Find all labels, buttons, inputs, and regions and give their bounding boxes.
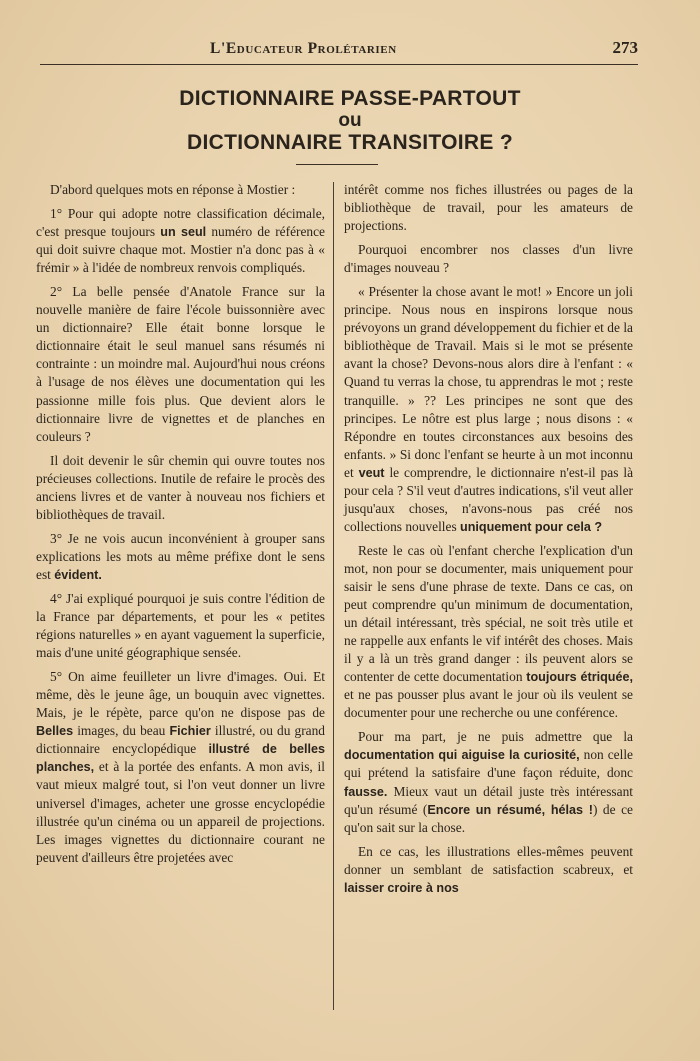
bold-text: veut — [358, 465, 385, 480]
bold-text: fausse. — [344, 784, 388, 799]
paragraph-text: Reste le cas où l'enfant cherche l'explication d'un mot, non pour se documenter, mais uniquement pour saisir le sens d'une phrase de texte. Dans ce cas, on peut comprendre qu'un minimum de documentation, un détail intéressant, très spécial, ne soit très utile et ne rappelle aux enfants le vif intérêt des choses. Mais il y a là un très grand danger : ils peuvent alors se contenter de cette documentation — [344, 542, 633, 685]
paragraph-text: illustré, ou du grand dictionnaire encyclopédique — [36, 723, 325, 757]
article-title — [0, 86, 700, 156]
paragraph-text: 2° La belle pensée d'Anatole France sur la nouvelle manière de faire l'école buissonnière avec un dictionnaire? Elle était bonne lorsque le dictionnaire était le seul manuel sans résumés ni contrainte : un moindre mal. Aujourd'hui nous créons à l'usage de nos élèves une documentation qui les passionne mille fois plus. Que devient alors le dictionnaire livre de vignettes et de planches en couleurs ? — [36, 284, 325, 444]
paragraph — [344, 728, 633, 836]
bold-text: documentation qui aiguise la curiosité, — [344, 748, 580, 763]
paragraph — [344, 843, 633, 897]
page-number: 273 — [612, 38, 638, 57]
bold-text: uniquement pour cela ? — [460, 519, 603, 534]
paragraph — [344, 181, 633, 235]
paragraph-text: « Présenter la chose avant le mot! » Encore un joli principe. Nous nous en inspirons lorsque nous prévoyons un grand développement du fichier et de la bibliothèque de Travail. Mais si le mot se présente avant la chose? Devons-nous alors dire à l'enfant : « Quand tu verras la chose, tu apprendras le mot ; reste tranquille. » ?? Les principes ne sont que des principes. Le nôtre est plus large ; nous disons : « Répondre en toutes circonstances aux besoins des enfants. » Si donc l'enfant se heurte à un mot inconnu et — [344, 284, 633, 480]
paragraph — [344, 283, 633, 536]
title-line-2: ou — [338, 110, 362, 131]
paragraph-text: 1° Pour qui adopte notre classification décimale, c'est presque toujours — [36, 206, 325, 240]
paragraph — [36, 205, 325, 277]
title-line-3: DICTIONNAIRE TRANSITOIRE ? — [187, 131, 513, 154]
running-header — [40, 38, 638, 65]
paragraph-text: D'abord quelques mots en réponse à Mostier : — [50, 182, 296, 197]
right-column — [344, 181, 633, 903]
paragraph — [36, 590, 325, 662]
bold-text: Fichier — [169, 724, 211, 739]
bold-text: Encore un résumé, hélas ! — [427, 802, 593, 817]
bold-text: évident. — [54, 567, 102, 582]
bold-text: laisser croire à nos — [344, 880, 459, 895]
bold-text: un seul — [160, 225, 207, 240]
paragraph-text: 4° J'ai expliqué pourquoi je suis contre l'édition de la France par départements, et pour les « petites régions naturelles » en ayant vaguement la superficie, mais d'une unité géographique sensée. — [36, 590, 325, 661]
bold-text: illustré de belles planches, — [36, 742, 325, 775]
paragraph — [344, 542, 633, 722]
paragraph-text: Il doit devenir le sûr chemin qui ouvre toutes nos précieuses collections. Inutile de refaire le procès des anciens livres et de vanter à nouveau nos fichiers et bibliothèques de travail. — [36, 452, 325, 522]
paragraph — [36, 530, 325, 584]
paragraph-text: numéro de référence qui doit suivre chaque mot. Mostier n'a donc pas à « frémir » à l'idée de nombreux renvois compliqués. — [36, 224, 325, 276]
column-divider — [333, 182, 334, 1010]
paragraph — [36, 452, 325, 524]
paragraph — [344, 241, 633, 277]
paragraph-text: images, du beau — [73, 723, 170, 739]
paragraph — [36, 668, 325, 867]
bold-text: toujours étriquée, — [526, 670, 633, 685]
journal-title: L'Educateur Prolétarien — [210, 40, 397, 57]
paragraph — [36, 181, 325, 199]
paragraph-text: et à la portée des enfants. A mon avis, il vaut mieux malgré tout, si l'on veut donner un livre universel d'images, acheter une grosse encyclopédie illustrée qu'un cinéma ou un appareil de projections. Les images vignettes du dictionnaire courant ne peuvent d'ailleurs être projetées avec — [36, 759, 325, 865]
paragraph-text: Pour ma part, je ne puis admettre que la — [358, 729, 633, 745]
title-rule — [296, 164, 378, 165]
title-line-1: DICTIONNAIRE PASSE-PARTOUT — [179, 87, 521, 110]
paragraph-text: intérêt comme nos fiches illustrées ou pages de la bibliothèque de travail, pour les amateurs de projections. — [344, 182, 633, 234]
paragraph-text: Mieux vaut un détail juste très intéressant qu'un résumé ( — [344, 783, 633, 817]
paragraph-text: En ce cas, les illustrations elles-mêmes peuvent donner un semblant de satisfaction scabreux, et — [344, 843, 633, 877]
paragraph-text: le comprendre, le dictionnaire n'est-il pas là pour cela ? S'il veut d'autres indications, s'il veut aller jusqu'aux choses, n'avons-nous pas créé nos collections nouvelles — [344, 464, 634, 534]
paragraph-text: et ne pas pousser plus avant le jour où ils veulent se documenter pour une recherche ou une conférence. — [344, 687, 633, 721]
bold-text: Belles — [36, 724, 74, 739]
paragraph-text: 3° Je ne vois aucun inconvénient à grouper sans explications les mots au même préfixe dont le sens est — [36, 530, 325, 582]
paragraph-text: non celle qui prétend la satisfaire d'une façon réduite, donc — [344, 747, 633, 781]
paragraph-text: Pourquoi encombrer nos classes d'un livre d'images nouveau ? — [344, 242, 633, 276]
paragraph — [36, 283, 325, 445]
left-column — [36, 181, 325, 873]
paragraph-text: ) de ce qu'on sait sur la chose. — [344, 801, 633, 835]
paragraph-text: 5° On aime feuilleter un livre d'images. Oui. Et même, dès le jeune âge, un bouquin avec vignettes. Mais, je le répète, parce qu'on ne dispose pas de — [36, 669, 325, 721]
